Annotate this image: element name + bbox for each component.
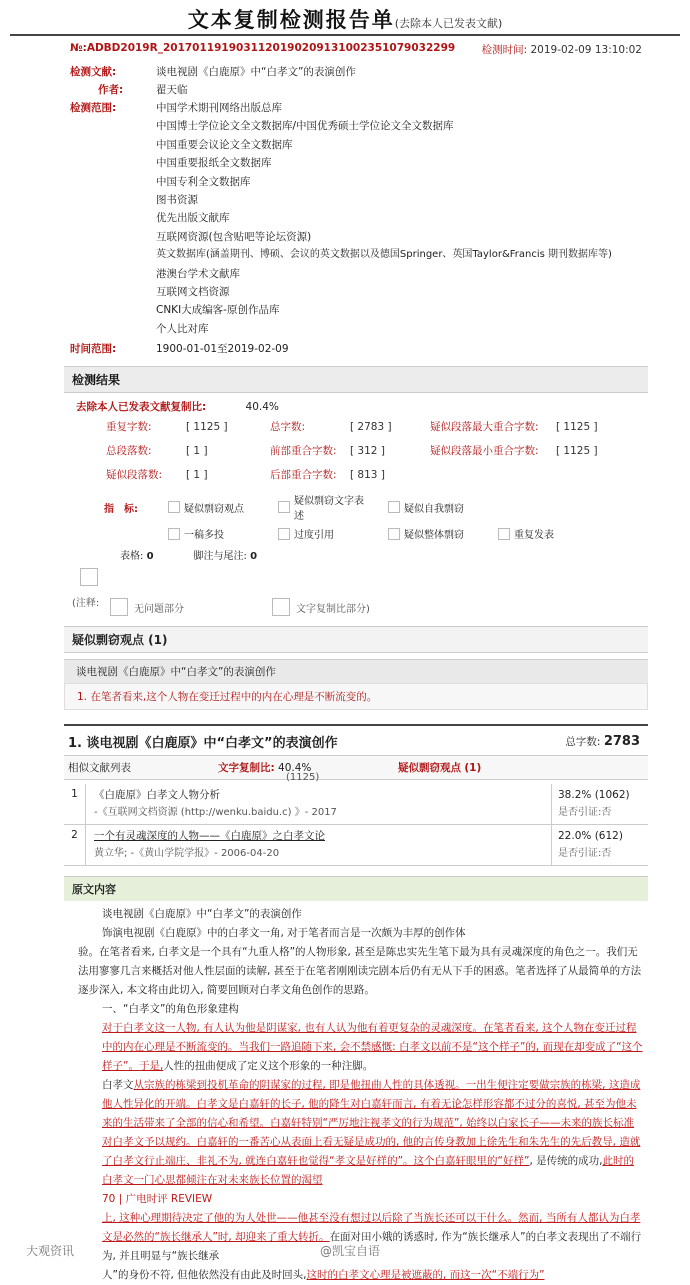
indicator-checkbox[interactable] [168, 528, 180, 540]
indicator-option[interactable]: 一稿多投 [168, 526, 278, 541]
watermark-right: @凯宝自语 [320, 1244, 381, 1258]
copied-text: 上, 这种心理期待决定了他的为人处世——他甚至没有想过以后除了当族长还可以干什么。然而, 当所有人都认为白孝文是必然的“族长继承人”时, 却迎来了重大转折。 [102, 1212, 641, 1244]
reference-percent: 38.2% (1062) [558, 789, 630, 802]
scope-item: 英文数据库(涵盖期刊、博硕、会议的英文数据以及德国Springer、英国Taylor&Francis 期刊数据库等) [156, 249, 612, 261]
check-time-value: 2019-02-09 13:10:02 [530, 44, 642, 56]
legend-option-no-issue: 无问题部分 [110, 598, 184, 616]
copied-text: 对于白孝文这一人物, 有人认为他是阴谋家, 也有人认为他有着更复杂的灵魂深度。在笔者看来, 这个人物在变迁过程中的内在心理是不断流变的。当我们一路追随下来, 会不禁感慨: 白孝文以前不是“这个样子”的, 而现在却变成了“这个样子”。于是, [102, 1022, 643, 1073]
reference-source: 黄立华; -《黄山学院学报》- 2006-04-20 [94, 848, 280, 860]
stats-grid [64, 418, 648, 484]
stat-value: [ 1125 ] [556, 421, 598, 434]
reference-cited-flag: 是否引证:否 [558, 807, 612, 819]
orig-page-marker: 70 | 广电时评 REVIEW [102, 1193, 213, 1206]
scope-item: 图书资源 [156, 194, 198, 207]
stat-label: 疑似段落数: [106, 469, 163, 482]
watermark-left: 大观资讯 [26, 1244, 75, 1258]
report-title-area [0, 0, 690, 34]
scope-list [156, 99, 612, 338]
doc-copy-ratio-count: (1125) [286, 772, 320, 784]
scope-item: CNKI大成编客-原创作品库 [156, 304, 280, 317]
copy-ratio-label: 去除本人已发表文献复制比: [76, 401, 207, 414]
stat-label: 总段落数: [106, 445, 152, 458]
indicators-grid [64, 492, 648, 541]
legend-note [64, 562, 648, 620]
stat-label: 总字数: [270, 421, 306, 434]
check-time [482, 42, 642, 57]
orig-paragraph: 验。在笔者看来, 白孝文是一个具有“九重人格”的人物形象, 甚至是陈忠实先生笔下最为具有灵魂深度的角色之一。我们无法用寥寥几言来概括对他人性层面的读解, 甚至于在笔者刚刚读完剧本后仍有无从下手的困惑。笔者选择了从最简单的方法逐步深入, 本文将由此切入, 简要回顾对白孝文角色创作的思路。 [78, 946, 642, 997]
meta-author-row [70, 81, 690, 99]
reference-source: -《互联网文档资源 (http://wenku.baidu.c) 》- 2017 [94, 807, 337, 819]
table-footnote-row [64, 547, 648, 562]
orig-line: 饰演电视剧《白鹿原》中的白孝文一角, 对于笔者而言是一次颇为丰厚的创作体 [102, 927, 466, 940]
doc-label: 检测文献: [70, 66, 117, 78]
orig-paragraph: 对于白孝文这一人物, 有人认为他是阴谋家, 也有人认为他有着更复杂的灵魂深度。在笔者看来, 这个人物在变迁过程中的内在心理是不断流变的。当我们一路追随下来, 会不禁感慨: 白孝文以前不是“这个样子”的, 而现在却变成了“这个样子”。于是,人性的扭曲便成了定义这个形象的一种注脚。 [102, 1022, 643, 1073]
indicator-option[interactable]: 疑似自我剽窃 [388, 500, 498, 515]
range-value: 1900-01-01至2019-02-09 [156, 343, 289, 356]
stat-value: [ 312 ] [350, 445, 385, 458]
orig-paragraph: 白孝文从宗族的栋梁到投机革命的阴谋家的过程, 即是他扭曲人性的具体透视。一出生便注定要做宗族的栋梁, 这造成他人性异化的开端。白孝文是白嘉轩的长子, 他的降生对白嘉轩而言, 有着无论怎样形容都不过分的喜悦, 甚至为他未来的生活带来了全部的信心和希望。白嘉轩特别“严厉地注视孝文的行为规范”, 始终以白家长子——未来的族长标准对白孝文予以规约。白嘉轩的一番苦心从表面上看无疑是成功的, 他的言传身教加上徐先生和朱先生的先后教导, 造就了白孝文行止端庄、非礼不为, 就连白嘉轩也觉得“孝文是好样的”。这个白嘉轩眼里的“好样”, 是传统的成功,此时的白孝文一门心思都倾注在对未来族长位置的渴望 [102, 1079, 641, 1187]
copy-ratio-value: 40.4% [245, 401, 279, 414]
stat-label: 疑似段落最大重合字数: [430, 421, 539, 434]
report-id-row [0, 36, 690, 61]
reference-row[interactable] [64, 825, 648, 866]
indicator-option[interactable]: 疑似整体剽窃 [388, 526, 498, 541]
scope-label: 检测范围: [70, 102, 117, 114]
scope-item: 优先出版文献库 [156, 212, 230, 225]
scope-item: 中国重要报纸全文数据库 [156, 157, 272, 170]
indicator-checkbox[interactable] [388, 528, 400, 540]
orig-paragraph: 人”的身份不符, 但他依然没有由此及时回头,这时的白孝文心理是被遮蔽的, 而这一次“不端行为” [102, 1269, 545, 1282]
suspect-header: 疑似剽窃观点 (1) [64, 626, 648, 653]
copied-text: 这时的白孝文心理是被遮蔽的, 而这一次“不端行为” [306, 1269, 545, 1282]
stat-label: 后部重合字数: [270, 469, 337, 482]
scope-item: 中国学术期刊网络出版总库 [156, 102, 282, 114]
scope-item: 中国专利全文数据库 [156, 175, 251, 188]
document-total: 总字数: 2783 [565, 734, 640, 750]
stat-value: [ 1 ] [186, 445, 208, 458]
doc-suspect-count: 疑似剽窃观点 (1) [398, 762, 482, 775]
author-label: 作者: [98, 84, 124, 96]
suspect-item: 1. 在笔者看来,这个人物在变迁过程中的内在心理是不断流变的。 [64, 683, 648, 710]
scope-item: 互联网文档资源 [156, 286, 230, 299]
scope-item: 港澳台学术文献库 [156, 267, 240, 280]
original-content-header: 原文内容 [64, 876, 648, 901]
copy-ratio-row [64, 393, 648, 418]
reference-number: 1 [64, 784, 86, 824]
scope-item: 中国重要会议论文全文数据库 [156, 138, 293, 151]
document-header [64, 724, 648, 755]
legend-box [80, 568, 98, 586]
indicator-checkbox[interactable] [498, 528, 510, 540]
report-title-note: (去除本人已发表文献) [394, 17, 503, 30]
indicator-option[interactable]: 疑似剽窃观点 [168, 500, 278, 515]
meta-doc-row [70, 63, 690, 81]
report-meta [0, 63, 690, 358]
reference-percent: 22.0% (612) [558, 830, 623, 843]
orig-title-line: 谈电视剧《白鹿原》中“白孝文”的表演创作 [102, 908, 302, 921]
indicator-option[interactable]: 过度引用 [278, 526, 388, 541]
report-id: №:ADBD2019R_2017011919031120190209131002351079032299 [70, 42, 456, 54]
author-value: 翟天临 [156, 84, 188, 96]
indicator-checkbox[interactable] [278, 501, 290, 513]
suspect-doc-title: 谈电视剧《白鹿原》中“白孝文”的表演创作 [64, 659, 648, 683]
table-count: 表格: 0 [120, 551, 154, 563]
doc-value: 谈电视剧《白鹿原》中“白孝文”的表演创作 [156, 66, 356, 78]
check-time-label: 检测时间: [481, 44, 528, 56]
original-content [64, 901, 648, 1285]
results-header: 检测结果 [64, 366, 648, 393]
reference-number: 2 [64, 825, 86, 865]
stat-value: [ 1 ] [186, 469, 208, 482]
indicator-checkbox[interactable] [168, 501, 180, 513]
stat-label: 重复字数: [106, 421, 152, 434]
stat-label: 疑似段落最小重合字数: [430, 445, 539, 458]
footnote-count: 脚注与尾注: 0 [193, 551, 258, 563]
indicator-option[interactable]: 疑似剽窃文字表述 [278, 492, 388, 522]
orig-paragraph: 上, 这种心理期待决定了他的为人处世——他甚至没有想过以后除了当族长还可以干什么。然而, 当所有人都认为白孝文是必然的“族长继承人”时, 却迎来了重大转折。在面对田小娥的诱惑时, 作为“族长继承人”的白孝文表现出了不端行为, 并且明显与“族长继承 [102, 1212, 642, 1263]
sim-list-label: 相似文献列表 [68, 762, 131, 775]
stat-value: [ 2783 ] [350, 421, 392, 434]
document-title: 1. 谈电视剧《白鹿原》中“白孝文”的表演创作 [68, 736, 338, 752]
reference-row[interactable] [64, 784, 648, 825]
indicator-checkbox[interactable] [278, 528, 290, 540]
results-section [64, 366, 648, 1285]
scope-item: 中国博士学位论文全文数据库/中国优秀硕士学位论文全文数据库 [156, 120, 454, 133]
indicator-checkbox[interactable] [388, 501, 400, 513]
meta-scope-row [70, 99, 690, 338]
scope-item: 互联网资源(包含贴吧等论坛资源) [156, 230, 312, 243]
meta-range-row [70, 340, 690, 358]
copied-text: 从宗族的栋梁到投机革命的阴谋家的过程, 即是他扭曲人性的具体透视。一出生便注定要做宗族的栋梁, 这造成他人性异化的开端。白孝文是白嘉轩的长子, 他的降生对白嘉轩而言, 有着无论怎样形容都不过分的喜悦, 甚至为他未来的生活带来了全部的信心和希望。白嘉轩特别“严厉地注视孝文的行为规范”, 始终以白家长子——未来的族长标准对白孝文予以规约。白嘉轩的一番苦心从表面上看无疑是成功的, 他的言传身教加上徐先生和朱先生的先后教导, 造就了白孝文行止端庄、非礼不为, 就连白嘉轩也觉得“孝文是好样的”。这个白嘉轩眼里的“好样” [102, 1079, 641, 1168]
legend-option-copy: 文字复制比部分) [272, 598, 370, 616]
report-title: 文本复制检测报告单 [187, 8, 395, 32]
reference-title[interactable]: 《白鹿原》白孝文人物分析 [94, 789, 220, 802]
stat-value: [ 813 ] [350, 469, 385, 482]
stat-value: [ 1125 ] [186, 421, 228, 434]
orig-subheading: 一、“白孝文”的角色形象建构 [102, 1003, 239, 1016]
legend-note-label: (注释: [72, 598, 100, 610]
doc-copy-ratio: 文字复制比: 40.4% (1125) [218, 762, 320, 784]
indicator-option[interactable]: 重复发表 [498, 526, 608, 541]
stat-label: 前部重合字数: [270, 445, 337, 458]
similarity-bar [64, 755, 648, 784]
stat-value: [ 1125 ] [556, 445, 598, 458]
copied-text: 此时的白孝文一门心思都倾注在对未来族长位置的渴望 [102, 1155, 634, 1187]
indicator-label: 指 标: [104, 503, 138, 515]
reference-title[interactable]: 一个有灵魂深度的人物——《白鹿原》之白孝文论 [94, 830, 325, 843]
range-label: 时间范围: [70, 343, 117, 356]
reference-cited-flag: 是否引证:否 [558, 848, 612, 860]
scope-item: 个人比对库 [156, 322, 209, 335]
